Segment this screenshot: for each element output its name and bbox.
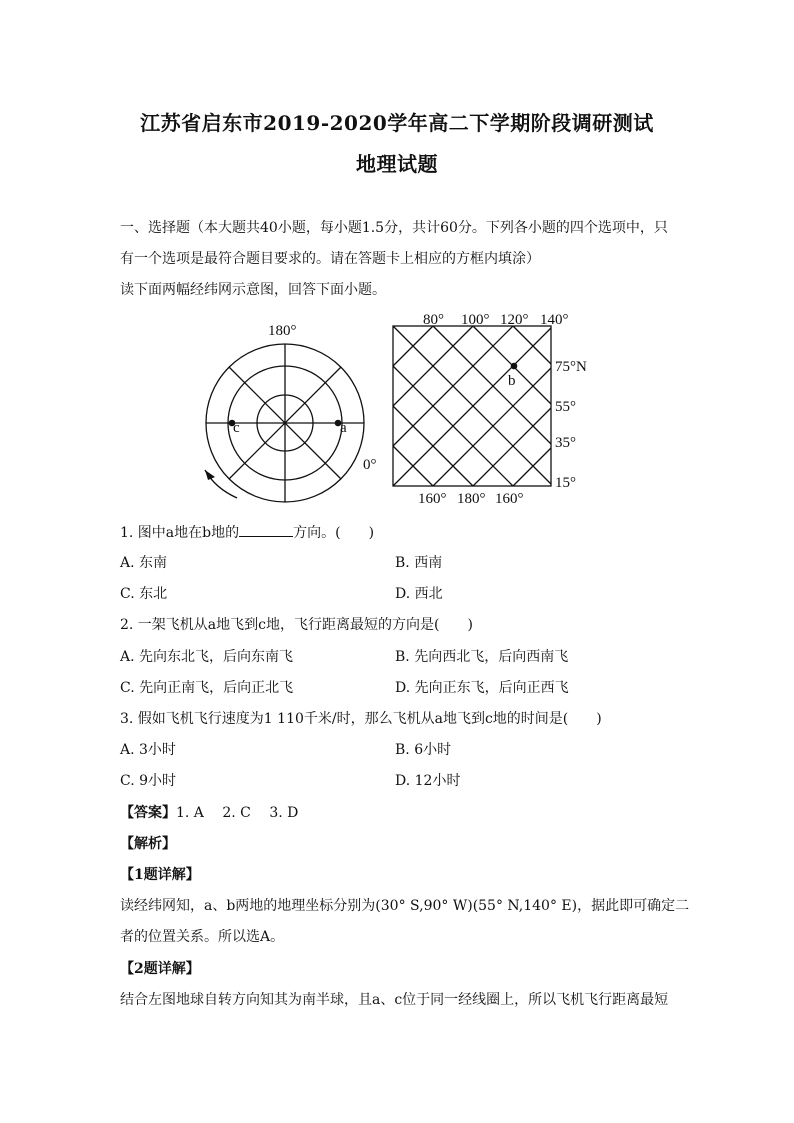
section-heading-line2: 有一个选项是最符合题目要求的。请在答题卡上相应的方框内填涂）	[120, 251, 540, 267]
point-c-label: c	[233, 420, 240, 436]
q1-analysis-line2: 者的位置关系。所以选A。	[120, 929, 285, 945]
q1-option-c: C. 东北	[120, 586, 168, 602]
polar-label-top: 180°	[268, 323, 297, 339]
q1-analysis-line1: 读经纬网知，a、b两地的地理坐标分别为(30° S,90° W)(55° N,140° E)，据此即可确定二	[120, 898, 690, 914]
page-subtitle: 地理试题	[356, 152, 438, 176]
answer-text: 1. A 2. C 3. D	[176, 805, 299, 821]
q2-option-c: C. 先向正南飞，后向正北飞	[120, 680, 294, 696]
q3-option-b: B. 6小时	[395, 742, 452, 758]
q2-option-d: D. 先向正东飞，后向正西飞	[395, 680, 569, 696]
answer-label: 【答案】	[120, 805, 176, 821]
page-title: 江苏省启东市2019-2020学年高二下学期阶段调研测试	[140, 111, 654, 135]
q2-analysis-line1: 结合左图地球自转方向知其为南半球，且a、c位于同一经线圈上，所以飞机飞行距离最短	[120, 992, 669, 1008]
q2-analysis-label: 【2题详解】	[120, 961, 200, 977]
question-1-stem: 1. 图中a地在b地的 方向。( )	[120, 525, 375, 541]
top-label-80: 80°	[423, 312, 444, 328]
q2-option-b: B. 先向西北飞，后向西南飞	[395, 649, 569, 665]
top-label-100: 100°	[461, 312, 490, 328]
bottom-label-160-right: 160°	[495, 491, 524, 507]
point-b-label: b	[508, 373, 516, 389]
polar-label-right: 0°	[363, 457, 377, 473]
top-label-140: 140°	[540, 312, 569, 328]
q1-option-d: D. 西北	[395, 586, 443, 602]
q1-option-a: A. 东南	[120, 555, 168, 571]
graticule-line	[393, 326, 551, 484]
graticule-line	[473, 408, 551, 486]
analysis-label: 【解析】	[120, 836, 176, 852]
bottom-label-160-left: 160°	[418, 491, 447, 507]
side-label-55: 55°	[555, 399, 576, 415]
q3-option-c: C. 9小时	[120, 773, 177, 789]
q1-analysis-label: 【1题详解】	[120, 867, 200, 883]
side-label-15: 15°	[555, 475, 576, 491]
graticule-line	[513, 326, 551, 364]
point-b-marker	[511, 363, 518, 370]
grid-diagram	[393, 326, 551, 486]
side-label-75n: 75°N	[555, 359, 587, 375]
graticule-line	[513, 448, 551, 486]
section-heading-line1: 一、选择题（本大题共40小题，每小题1.5分，共计60分。下列各小题的四个选项中，只	[120, 220, 668, 236]
graticule-figure	[195, 305, 605, 510]
point-a-label: a	[340, 420, 347, 436]
q3-option-d: D. 12小时	[395, 773, 461, 789]
side-label-35: 35°	[555, 435, 576, 451]
intro-text: 读下面两幅经纬网示意图，回答下面小题。	[120, 282, 386, 298]
top-label-120: 120°	[500, 312, 529, 328]
q3-option-a: A. 3小时	[120, 742, 176, 758]
q2-option-a: A. 先向东北飞，后向东南飞	[120, 649, 294, 665]
q1-option-b: B. 西南	[395, 555, 443, 571]
question-3-stem: 3. 假如飞机飞行速度为1 110千米/时，那么飞机从a地飞到c地的时间是( )	[120, 711, 602, 727]
answer-line	[120, 802, 298, 822]
question-2-stem: 2. 一架飞机从a地飞到c地，飞行距离最短的方向是( )	[120, 617, 473, 633]
graticule-line	[393, 328, 551, 486]
answer-blank	[239, 524, 293, 537]
bottom-label-180: 180°	[457, 491, 486, 507]
